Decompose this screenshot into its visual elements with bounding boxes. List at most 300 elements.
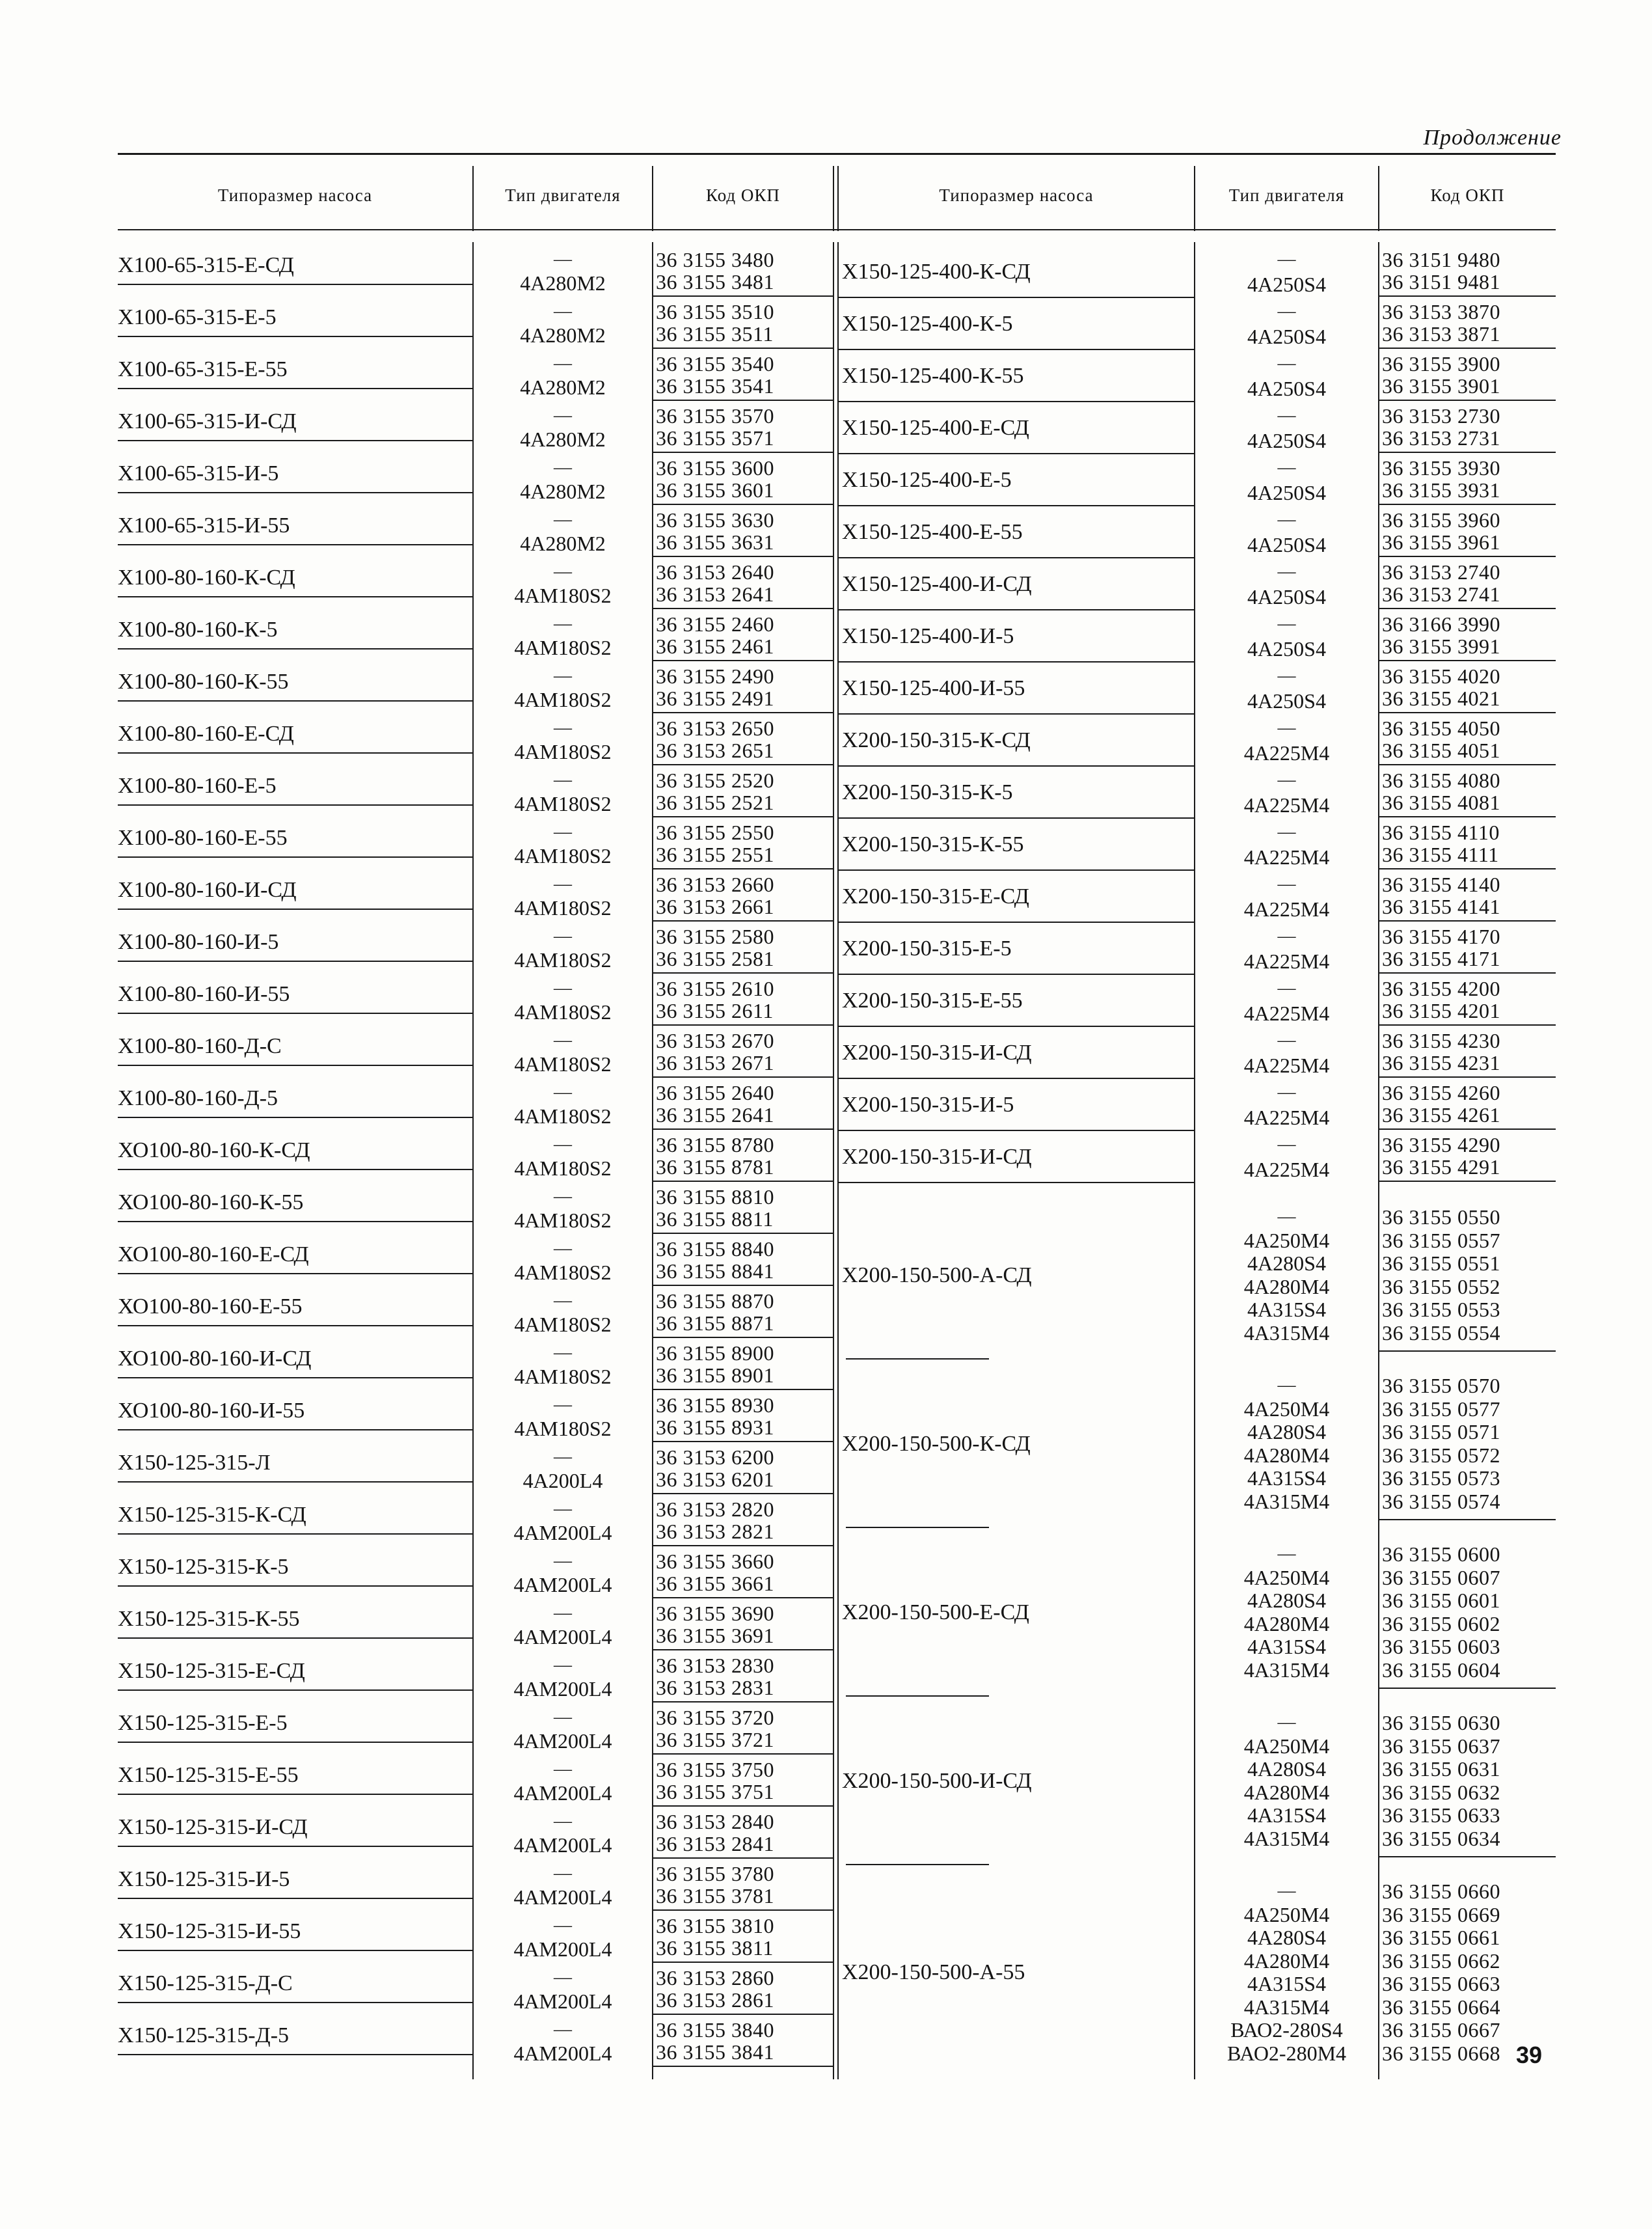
okp-code: 36 3155 2581 [656,947,774,970]
okp-code: 36 3153 2860 [656,1966,774,1990]
dash-mark: — [554,1499,572,1519]
okp-code: 36 3155 0554 [1382,1320,1500,1345]
dash-mark: — [1277,614,1296,634]
motor-type: 4А280S4 [1247,1589,1326,1612]
row-divider [839,661,1194,663]
motor-type: 4А315S4 [1247,1972,1326,1995]
okp-code: 36 3155 3541 [656,374,774,398]
pump-size: Х100-80-160-Е-5 [118,774,277,798]
pump-size: ХО100-80-160-К-СД [118,1138,310,1162]
okp-code: 36 3155 0574 [1382,1489,1500,1513]
row-divider [118,284,472,285]
pump-size: Х150-125-315-Д-5 [118,2023,290,2047]
pump-size: Х150-125-315-И-5 [118,1867,290,1891]
row-divider [118,1013,472,1014]
okp-code: 36 3153 2731 [1382,426,1500,450]
motor-type: 4АМ180S2 [514,584,612,607]
motor-type: 4А280М2 [520,323,606,347]
row-divider [118,336,472,337]
okp-code: 36 3155 4171 [1382,947,1500,970]
pump-size: Х150-125-400-Е-55 [842,520,1023,544]
okp-code: 36 3155 3780 [656,1862,774,1885]
okp-code: 36 3155 0552 [1382,1274,1500,1298]
pump-size: Х100-65-315-Е-СД [118,253,294,277]
code-divider [653,1441,833,1442]
motor-type: 4АМ180S2 [514,1417,612,1440]
row-divider [839,1026,1194,1027]
okp-code: 36 3155 8930 [656,1393,774,1417]
pump-size: Х150-125-400-И-5 [842,624,1014,648]
okp-code: 36 3155 4170 [1382,925,1500,948]
motor-type: 4А280М4 [1243,1949,1330,1973]
pump-size: Х100-65-315-И-5 [118,461,279,485]
row-divider [118,1742,472,1743]
okp-code: 36 3153 3871 [1382,322,1500,346]
okp-code: 36 3155 3960 [1382,508,1500,532]
dash-mark: — [1277,1207,1296,1227]
pump-size: Х100-80-160-И-5 [118,930,279,954]
pump-size: Х200-150-315-Е-5 [842,937,1012,961]
vrule-3b-body [837,242,839,2079]
okp-code: 36 3155 3900 [1382,352,1500,376]
pump-size: Х100-80-160-Е-СД [118,722,294,746]
pump-size: Х150-125-315-К-СД [118,1503,306,1527]
dash-mark: — [1277,926,1296,946]
code-divider [1379,712,1556,713]
group-divider [846,1527,989,1528]
motor-type: 4А250М4 [1243,1397,1330,1421]
okp-code: 36 3155 0630 [1382,1711,1500,1734]
pump-size: ХО100-80-160-Е-55 [118,1294,303,1319]
okp-code: 36 3155 0551 [1382,1251,1500,1275]
code-divider [653,1233,833,1234]
dash-mark: — [554,1134,572,1155]
motor-type: 4А315М4 [1243,1995,1330,2019]
okp-code: 36 3155 3690 [656,1602,774,1625]
motor-type: 4А280М2 [520,532,606,555]
okp-code: 36 3155 2490 [656,664,774,688]
vrule-5-body [1378,242,1379,2079]
dash-mark: — [554,1603,572,1623]
motor-type: 4АМ180S2 [514,1104,612,1128]
row-divider [118,1481,472,1483]
row-divider [118,388,472,389]
okp-code: 36 3155 8781 [656,1155,774,1179]
dash-mark: — [554,718,572,738]
pump-size: Х150-125-400-К-5 [842,312,1013,336]
motor-type: 4АМ180S2 [514,844,612,868]
code-divider [1379,556,1556,557]
pump-size: Х150-125-400-К-СД [842,260,1031,284]
motor-type: 4АМ180S2 [514,1156,612,1180]
motor-type: 4А280М2 [520,428,606,451]
row-divider [839,817,1194,819]
row-divider [118,1689,472,1691]
okp-code: 36 3153 3870 [1382,300,1500,323]
okp-code: 36 3155 0661 [1382,1926,1500,1949]
pump-size: Х100-80-160-Д-5 [118,1086,278,1110]
okp-code: 36 3155 4201 [1382,999,1500,1022]
row-divider [118,1377,472,1378]
pump-size: Х200-150-315-Е-СД [842,884,1029,909]
motor-type: 4АМ200L4 [513,1729,612,1753]
pump-size: Х100-80-160-И-55 [118,982,290,1006]
row-divider [118,1794,472,1795]
okp-code: 36 3155 0570 [1382,1374,1500,1397]
motor-type: 4А315М4 [1243,1320,1330,1345]
code-divider [1379,1024,1556,1026]
pump-size: Х150-125-400-Е-СД [842,416,1029,440]
pump-size: Х150-125-315-Л [118,1451,271,1475]
dash-mark: — [554,301,572,321]
row-divider [118,909,472,910]
code-divider [653,1805,833,1807]
row-divider [839,765,1194,767]
page-number: 39 [1515,2042,1542,2068]
okp-code: 36 3155 2521 [656,791,774,814]
okp-code: 36 3153 2661 [656,895,774,918]
row-divider [118,2054,472,2055]
pump-size: Х150-125-315-Е-55 [118,1763,299,1787]
okp-code: 36 3155 8931 [656,1415,774,1439]
okp-code: 36 3155 0571 [1382,1420,1500,1443]
okp-code: 36 3155 3991 [1382,635,1500,658]
pump-size: Х100-80-160-К-СД [118,566,295,590]
okp-code: 36 3155 0634 [1382,1826,1500,1850]
motor-type: 4А250S4 [1247,533,1326,556]
code-divider [1379,1856,1556,1857]
dash-mark: — [554,1811,572,1831]
pump-size: Х100-80-160-И-СД [118,878,297,902]
top-rule [118,153,1556,155]
row-divider [118,1169,472,1170]
row-divider [839,869,1194,871]
row-divider [118,1585,472,1587]
motor-type: 4А280S4 [1247,1926,1326,1949]
motor-type: 4АМ180S2 [514,1209,612,1232]
row-divider [118,856,472,858]
okp-code: 36 3153 2640 [656,560,774,584]
okp-code: 36 3155 4261 [1382,1103,1500,1127]
row-divider [839,557,1194,558]
okp-code: 36 3153 2730 [1382,404,1500,428]
okp-code: 36 3155 3570 [656,404,774,428]
okp-code: 36 3153 2841 [656,1832,774,1855]
code-divider [653,920,833,922]
vrule-3a [833,166,834,231]
dash-mark: — [554,1707,572,1727]
dash-mark: — [554,1082,572,1102]
code-divider [1379,348,1556,349]
row-divider [118,1950,472,1951]
row-divider [118,1221,472,1222]
code-divider [653,972,833,974]
okp-code: 36 3153 2650 [656,717,774,740]
okp-code: 36 3155 4081 [1382,791,1500,814]
row-divider [839,1182,1194,1183]
code-divider [1379,1350,1556,1352]
okp-code: 36 3155 3631 [656,530,774,554]
row-divider [839,453,1194,454]
okp-code: 36 3155 4050 [1382,717,1500,740]
okp-code: 36 3155 4291 [1382,1155,1500,1179]
dash-mark: — [1277,405,1296,426]
row-divider [118,752,472,754]
header-motor-type-left: Тип двигателя [505,185,621,205]
okp-code: 36 3155 3540 [656,352,774,376]
okp-code: 36 3155 0662 [1382,1949,1500,1973]
pump-size: Х100-80-160-Е-55 [118,826,288,850]
dash-mark: — [1277,562,1296,582]
motor-type: 4АМ200L4 [513,1677,612,1701]
okp-code: 36 3155 0663 [1382,1972,1500,1995]
pump-size: Х150-125-315-Е-СД [118,1659,305,1683]
motor-type: 4А200L4 [522,1469,603,1492]
code-divider [1379,868,1556,869]
pump-size: Х200-150-500-И-СД [842,1768,1032,1793]
pump-size: Х200-150-500-А-СД [842,1263,1032,1287]
dash-mark: — [554,978,572,998]
dash-mark: — [554,2019,572,2040]
okp-code: 36 3155 3571 [656,426,774,450]
code-divider [653,1545,833,1546]
okp-code: 36 3155 2611 [656,999,774,1022]
row-divider [118,1325,472,1326]
dash-mark: — [554,1291,572,1311]
motor-type: ВАО2-280М4 [1226,2041,1347,2065]
okp-code: 36 3155 3630 [656,508,774,532]
dash-mark: — [1277,1082,1296,1102]
pump-size: Х200-150-500-Е-СД [842,1600,1029,1624]
row-divider [839,713,1194,715]
dash-mark: — [554,405,572,426]
okp-code: 36 3153 2660 [656,873,774,896]
okp-code: 36 3155 3691 [656,1624,774,1647]
okp-code: 36 3155 3601 [656,478,774,502]
okp-code: 36 3155 3930 [1382,456,1500,480]
okp-code: 36 3155 0669 [1382,1902,1500,1926]
okp-code: 36 3155 3841 [656,2040,774,2064]
okp-code: 36 3155 3480 [656,248,774,271]
code-divider [653,1024,833,1026]
motor-type: 4А225М4 [1243,793,1330,817]
code-divider [653,1649,833,1650]
okp-code: 36 3155 0553 [1382,1298,1500,1321]
okp-code: 36 3155 8871 [656,1311,774,1335]
vrule-3a-body [833,242,834,2079]
motor-type: 4АМ200L4 [513,1990,612,2013]
dash-mark: — [1277,249,1296,269]
code-divider [653,764,833,765]
group-divider [846,1358,989,1360]
dash-mark: — [1277,1712,1296,1732]
row-divider [118,1065,472,1066]
okp-code: 36 3155 0601 [1382,1589,1500,1612]
pump-size: Х200-150-315-Е-55 [842,989,1023,1013]
group-divider [846,1864,989,1865]
motor-type: 4А280S4 [1247,1420,1326,1443]
okp-code: 36 3155 3511 [656,322,774,346]
header-motor-type-right: Тип двигателя [1228,185,1345,205]
motor-type: 4А250S4 [1247,637,1326,661]
pump-size: Х100-65-315-И-55 [118,513,290,538]
motor-type: 4АМ180S2 [514,1261,612,1284]
motor-type: 4А225М4 [1243,1002,1330,1025]
okp-code: 36 3155 2610 [656,977,774,1000]
okp-code: 36 3153 2821 [656,1520,774,1543]
okp-code: 36 3155 3661 [656,1572,774,1595]
code-divider [653,295,833,297]
okp-code: 36 3153 6201 [656,1468,774,1491]
okp-code: 36 3155 4051 [1382,739,1500,762]
code-divider [653,868,833,869]
dash-mark: — [554,249,572,269]
okp-code: 36 3155 3600 [656,456,774,480]
motor-type: 4АМ180S2 [514,636,612,659]
vrule-2-body [652,242,653,2079]
dash-mark: — [554,1343,572,1363]
okp-code: 36 3153 2820 [656,1497,774,1521]
okp-code: 36 3153 2830 [656,1654,774,1677]
code-divider [653,1909,833,1911]
okp-code: 36 3155 0602 [1382,1611,1500,1635]
okp-code: 36 3155 3810 [656,1914,774,1937]
okp-code: 36 3155 4260 [1382,1081,1500,1104]
okp-code: 36 3155 8870 [656,1289,774,1313]
code-divider [653,1857,833,1859]
row-divider [118,492,472,493]
motor-type: 4А250М4 [1243,1228,1330,1252]
dash-mark: — [554,1915,572,1935]
okp-code: 36 3155 3840 [656,2018,774,2042]
code-divider [1379,608,1556,609]
row-divider [839,974,1194,975]
header-pump-size-left: Типоразмер насоса [217,185,373,205]
motor-type: 4А280М2 [520,480,606,503]
row-divider [118,1637,472,1639]
okp-code: 36 3155 3811 [656,1936,774,1960]
motor-type: 4А280М2 [520,376,606,399]
okp-code: 36 3151 9480 [1382,248,1500,271]
row-divider [118,1117,472,1118]
okp-code: 36 3155 2461 [656,635,774,658]
pump-size: Х100-80-160-К-5 [118,618,278,642]
okp-code: 36 3155 3781 [656,1884,774,1908]
okp-code: 36 3155 4231 [1382,1051,1500,1074]
motor-type: ВАО2-280S4 [1230,2018,1343,2042]
okp-code: 36 3155 0603 [1382,1635,1500,1658]
motor-type: 4А250S4 [1247,273,1326,296]
dash-mark: — [1277,770,1296,790]
okp-code: 36 3155 3750 [656,1758,774,1781]
okp-code: 36 3155 4230 [1382,1029,1500,1052]
code-divider [653,816,833,817]
motor-type: 4А315S4 [1247,1466,1326,1490]
row-divider [118,2002,472,2003]
okp-code: 36 3155 4021 [1382,687,1500,710]
group-divider [846,1695,989,1697]
motor-type: 4АМ180S2 [514,688,612,711]
motor-type: 4А250S4 [1247,481,1326,504]
okp-code: 36 3155 0664 [1382,1995,1500,2019]
motor-type: 4АМ180S2 [514,896,612,920]
dash-mark: — [1277,353,1296,374]
row-divider [118,648,472,650]
motor-type: 4АМ180S2 [514,1000,612,1024]
code-divider [1379,816,1556,817]
okp-code: 36 3155 2640 [656,1081,774,1104]
code-divider [653,1701,833,1703]
row-divider [118,1846,472,1847]
pump-size: Х200-150-315-И-СД [842,1041,1032,1065]
code-divider [1379,1181,1556,1182]
pump-size: Х100-65-315-Е-5 [118,305,277,329]
row-divider [118,1429,472,1430]
dash-mark: — [1277,822,1296,842]
okp-code: 36 3155 0573 [1382,1466,1500,1490]
row-divider [118,1898,472,1899]
dash-mark: — [554,1238,572,1259]
okp-code: 36 3155 8841 [656,1259,774,1283]
motor-type: 4А250М4 [1243,1565,1330,1589]
code-divider [653,452,833,453]
okp-code: 36 3155 0637 [1382,1734,1500,1758]
motor-type: 4АМ180S2 [514,1052,612,1076]
motor-type: 4АМ180S2 [514,1365,612,1388]
motor-type: 4АМ200L4 [513,1573,612,1596]
motor-type: 4А225М4 [1243,1054,1330,1077]
motor-type: 4А280М2 [520,271,606,295]
okp-code: 36 3151 9481 [1382,270,1500,294]
code-divider [1379,920,1556,922]
okp-code: 36 3155 4020 [1382,664,1500,688]
okp-code: 36 3155 8840 [656,1237,774,1261]
motor-type: 4А315М4 [1243,1658,1330,1682]
motor-type: 4А225М4 [1243,1158,1330,1181]
dash-mark: — [1277,1134,1296,1155]
dash-mark: — [554,1863,572,1883]
pump-size: Х150-125-315-Д-С [118,1971,293,1995]
code-divider [653,1493,833,1494]
row-divider [839,922,1194,923]
code-divider [653,608,833,609]
okp-code: 36 3155 4080 [1382,769,1500,792]
row-divider [118,1273,472,1274]
pump-size: Х100-80-160-Д-С [118,1034,282,1058]
code-divider [653,1076,833,1078]
okp-code: 36 3155 0600 [1382,1542,1500,1566]
okp-code: 36 3155 2641 [656,1103,774,1127]
code-divider [653,1181,833,1182]
okp-code: 36 3155 2550 [656,821,774,844]
dash-mark: — [554,770,572,790]
motor-type: 4А250S4 [1247,377,1326,400]
code-divider [1379,504,1556,505]
dash-mark: — [1277,666,1296,686]
motor-type: 4А315S4 [1247,1635,1326,1658]
pump-size: ХО100-80-160-Е-СД [118,1242,309,1266]
code-divider [653,660,833,661]
code-divider [1379,764,1556,765]
motor-type: 4АМ180S2 [514,740,612,763]
motor-type: 4А280М4 [1243,1274,1330,1298]
row-divider [839,401,1194,402]
code-divider [653,2066,833,2067]
dash-mark: — [1277,1030,1296,1050]
okp-code: 36 3155 8780 [656,1133,774,1156]
dash-mark: — [1277,301,1296,321]
motor-type: 4А315М4 [1243,1489,1330,1513]
